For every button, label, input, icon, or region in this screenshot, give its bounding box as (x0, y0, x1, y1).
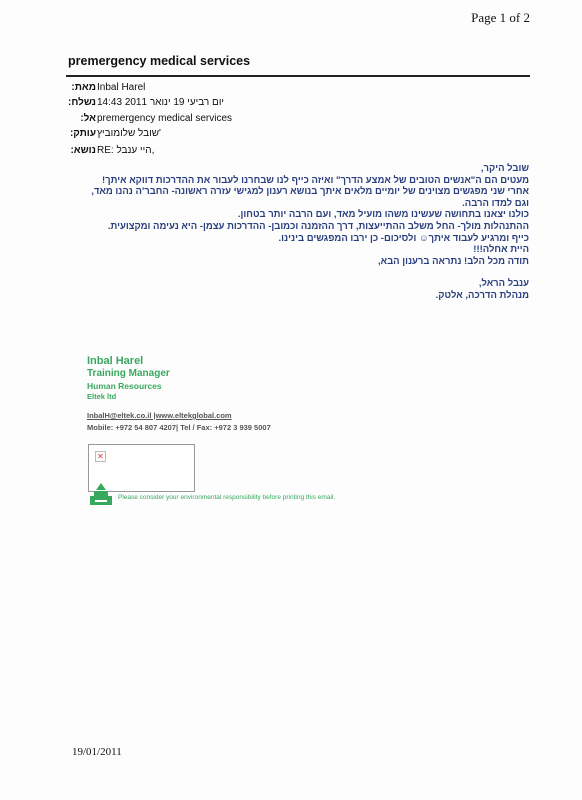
recycle-printer-icon (88, 482, 114, 508)
body-line: ענבל הראל, (478, 278, 529, 290)
subject-value: RE: היי ענבל, (97, 145, 155, 156)
cc-label: עותק: (69, 128, 96, 139)
body-line: תודה מכל הלב! נתראה ברענון הבא, (377, 255, 529, 267)
body-line: שובל היקר, (480, 163, 529, 174)
signature-title: Training Manager (87, 368, 170, 379)
signature-department: Human Resources (87, 381, 162, 391)
message-body (49, 163, 529, 302)
body-line: ההתנהלות מולך- החל משלב ההתייעצות, דרך ההזמנה וכמובן- ההדרכות עצמן- היא נעימה ומקצועית. (107, 220, 529, 232)
signature-email-web-link[interactable]: InbalH@eltek.co.il |www.eltekglobal.com (87, 411, 232, 420)
email-subject-title: premergency medical services (68, 54, 251, 68)
sent-label: נשלח: (67, 97, 96, 108)
body-line: כייף ומרגיע לעבוד איתך☺ ולסיכום- כן ירבו המפגשים בינינו. (278, 232, 529, 244)
from-value: Inbal Harel (97, 82, 146, 93)
from-label: מאת: (71, 82, 96, 93)
signature-name: Inbal Harel (87, 355, 144, 367)
body-line: וגם למדו הרבה. (462, 197, 529, 209)
footer-date: 19/01/2011 (72, 746, 122, 758)
page-number: Page 1 of 2 (471, 10, 530, 25)
body-line: מנהלת הדרכה, אלטק. (435, 289, 529, 301)
title-divider (66, 75, 530, 77)
subject-label: נושא: (70, 145, 96, 156)
body-line: היית אחלה!!! (473, 244, 529, 256)
signature-company: Eltek ltd (87, 392, 117, 401)
eco-notice: Please consider your environmental responsibility before printing this email. (118, 494, 336, 501)
body-line: אחרי שני מפגשים מצוינים של יומיים מלאים איתך בנושא רענון למגישי עזרה ראשונה- החבר'ה נהנו מאד, (91, 186, 529, 198)
to-label: אל: (80, 113, 96, 124)
sent-value: יום רביעי 19 ינואר 2011 14:43 (97, 97, 225, 108)
body-line: מעטים הם ה"אנשים הטובים של אמצע הדרך" ואיזה כייף לנו שבחרנו לעבור את ההדרכות דווקא איתך! (101, 174, 529, 186)
to-value: premergency medical services (97, 113, 233, 124)
signature-phone: Mobile: +972 54 807 4207| Tel / Fax: +972 3 939 5007 (87, 423, 271, 432)
body-line: כולנו יצאנו בתחושה שעשינו משהו מועיל מאד, ועם הרבה יותר בטחון. (237, 209, 529, 221)
cc-value: 'שובל שלומוביץ (97, 128, 161, 139)
broken-image-icon: ✕ (95, 451, 106, 462)
